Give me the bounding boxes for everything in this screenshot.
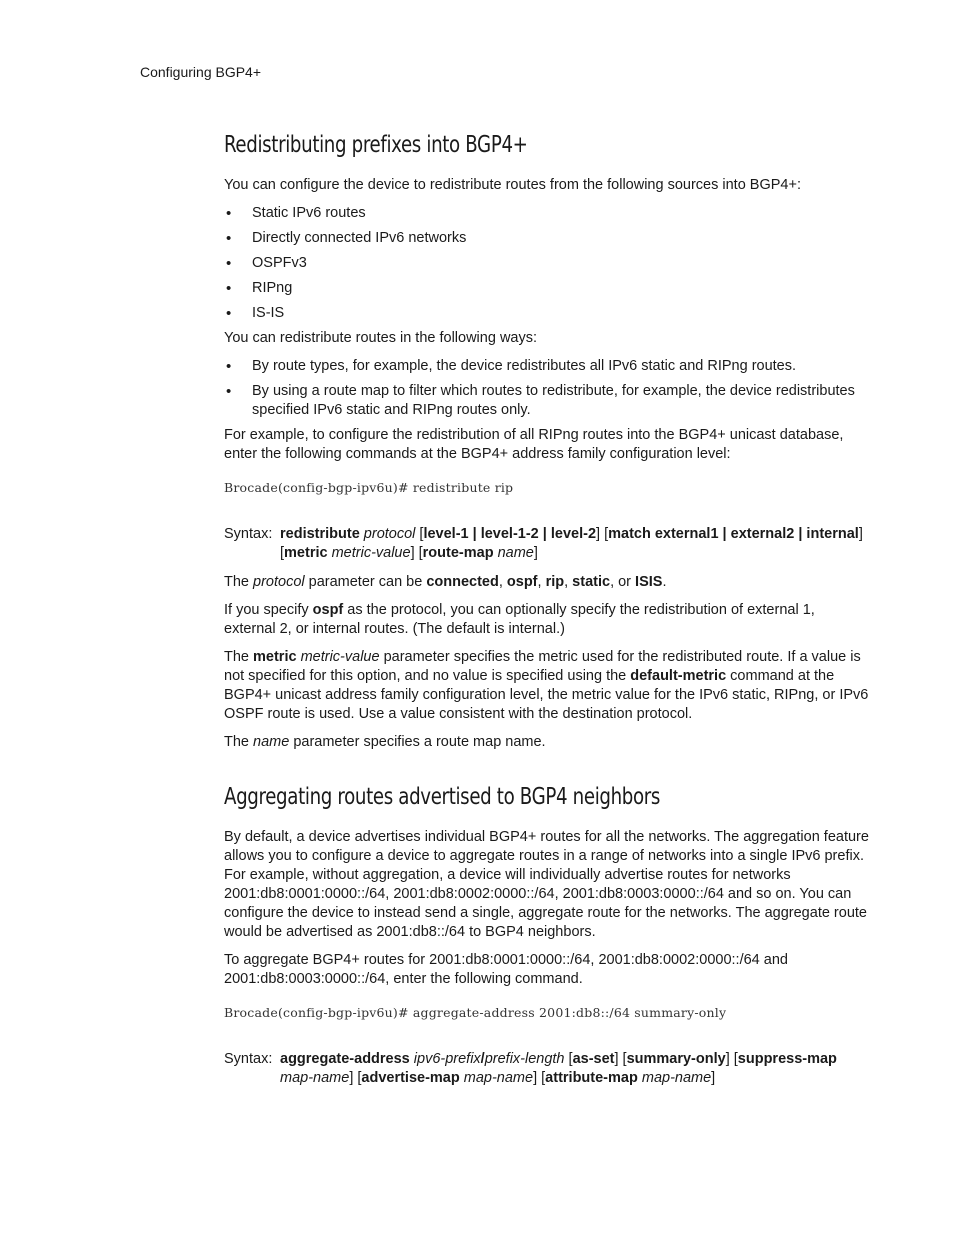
sources-list: [224, 204, 870, 323]
syntax-text: ] [: [725, 1051, 738, 1067]
syntax-text: ] [: [596, 526, 609, 542]
syntax-text: ] [: [533, 1070, 546, 1086]
syntax-text: ] [: [614, 1051, 627, 1067]
syntax-body: [280, 525, 870, 563]
aggregation-paragraph: By default, a device advertises individual BGP4+ routes for all the networks. The aggregation feature allows you to configure a device to aggregate routes in a range of networks into a single IPv6 prefix. For example, without aggregation, a device will individually advertise routes for networks 2001:db8:0001:0000::/64, 2001:db8:0002:0000::/64, 2001:db8:0003:0000::/64 and so on. You can configure the device to instead send a single, aggregate route for the networks. The aggregate route would be advertised as 2001:db8::/64 to BGP4 neighbors.: [224, 829, 869, 940]
intro-paragraph: You can configure the device to redistribute routes from the following sources into BGP4+:: [224, 177, 801, 193]
syntax-label: Syntax:: [224, 526, 273, 542]
syntax-text: ] [: [280, 526, 863, 561]
keyword: rip: [545, 574, 565, 590]
list-item: • IS-IS: [224, 304, 870, 323]
argument: protocol: [253, 574, 305, 590]
syntax-keyword: suppress-map: [737, 1051, 837, 1067]
syntax-keyword: redistribute: [280, 526, 360, 542]
name-paragraph: [224, 733, 870, 752]
list-item: • Static IPv6 routes: [224, 204, 870, 223]
syntax-keyword: route-map: [422, 545, 494, 561]
keyword: default-metric: [630, 668, 727, 684]
text: parameter can be: [304, 574, 427, 590]
syntax-keyword: match external1 | external2 | internal: [608, 526, 859, 542]
text: The: [224, 649, 254, 665]
metric-paragraph: [224, 648, 870, 724]
ways-intro-paragraph: You can redistribute routes in the following ways:: [224, 330, 538, 346]
ways-list: [224, 357, 870, 420]
syntax-body: [280, 1050, 870, 1088]
syntax-argument: map-name: [280, 1070, 350, 1086]
protocol-paragraph: [224, 573, 870, 592]
list-item: • By route types, for example, the device redistributes all IPv6 static and RIPng routes.: [224, 357, 870, 376]
syntax-keyword: attribute-map: [545, 1070, 638, 1086]
keyword: static: [572, 574, 611, 590]
syntax-keyword: advertise-map: [361, 1070, 460, 1086]
syntax-keyword: as-set: [572, 1051, 615, 1067]
text: .: [662, 574, 667, 590]
text: The: [224, 734, 254, 750]
keyword: metric: [253, 649, 297, 665]
text: parameter specifies the metric used for the redistributed route. If a value is not specified for this option, and no value is specified using the: [224, 649, 861, 684]
keyword: connected: [426, 574, 499, 590]
ospf-paragraph: [224, 601, 870, 639]
keyword: ospf: [312, 602, 344, 618]
syntax-text: ]: [533, 545, 538, 561]
code-example: Brocade(config-bgp-ipv6u)# aggregate-address 2001:db8::/64 summary-only: [224, 1005, 727, 1020]
syntax-block: [224, 525, 870, 563]
syntax-keyword: summary-only: [626, 1051, 726, 1067]
syntax-argument: name: [497, 545, 534, 561]
text: parameter specifies a route map name.: [289, 734, 546, 750]
list-item: • Directly connected IPv6 networks: [224, 229, 870, 248]
syntax-argument: ipv6-prefix: [413, 1051, 481, 1067]
syntax-text: ]: [711, 1070, 716, 1086]
list-item: • By using a route map to filter which routes to redistribute, for example, the device redistributes specified IPv6 static and RIPng routes only.: [224, 382, 870, 420]
syntax-block: [224, 1050, 870, 1088]
text: ,: [537, 574, 546, 590]
syntax-keyword: /: [480, 1051, 485, 1067]
list-item: • RIPng: [224, 279, 870, 298]
text: as the protocol, you can optionally specify the redistribution of external 1, external 2, or internal routes. (The default is internal.): [224, 602, 815, 637]
list-item: • OSPFv3: [224, 254, 870, 273]
syntax-keyword: metric: [284, 545, 328, 561]
section-heading-redistributing: Redistributing prefixes into BGP4+: [224, 132, 528, 158]
aggregate-example-paragraph: To aggregate BGP4+ routes for 2001:db8:0001:0000::/64, 2001:db8:0002:0000::/64 and 2001:db8:0003:0000::/64, enter the following command.: [224, 952, 788, 987]
syntax-argument: map-name: [641, 1070, 712, 1086]
example-paragraph: For example, to configure the redistribution of all RIPng routes into the BGP4+ unicast database, enter the following commands at the BGP4+ address family configuration level:: [224, 427, 844, 462]
argument: name: [253, 734, 290, 750]
syntax-argument: map-name: [463, 1070, 534, 1086]
syntax-text: [: [564, 1051, 573, 1067]
running-header: Configuring BGP4+: [140, 64, 262, 80]
syntax-text: ] [: [349, 1070, 362, 1086]
keyword: ISIS: [635, 574, 663, 590]
text: command at the BGP4+ unicast address family configuration level, the metric value for the IPv6 static, RIPng, or IPv6 OSPF route is used. Use a value consistent with the destination protocol.: [224, 668, 869, 722]
page-content: [224, 130, 870, 1098]
text: ,: [564, 574, 573, 590]
syntax-label: Syntax:: [224, 1051, 273, 1067]
text: The: [224, 574, 254, 590]
keyword: ospf: [506, 574, 538, 590]
syntax-text: ] [: [410, 545, 423, 561]
syntax-argument: metric-value: [331, 545, 411, 561]
text: If you specify: [224, 602, 313, 618]
section-heading-aggregating: Aggregating routes advertised to BGP4 neighbors: [224, 784, 661, 810]
code-example: Brocade(config-bgp-ipv6u)# redistribute rip: [224, 480, 514, 495]
syntax-argument: protocol: [363, 526, 416, 542]
syntax-text: [: [415, 526, 424, 542]
text: ,: [498, 574, 507, 590]
text: , or: [610, 574, 636, 590]
syntax-keyword: aggregate-address: [280, 1051, 410, 1067]
argument: metric-value: [300, 649, 380, 665]
syntax-keyword: level-1 | level-1-2 | level-2: [423, 526, 597, 542]
syntax-argument: prefix-length: [484, 1051, 565, 1067]
